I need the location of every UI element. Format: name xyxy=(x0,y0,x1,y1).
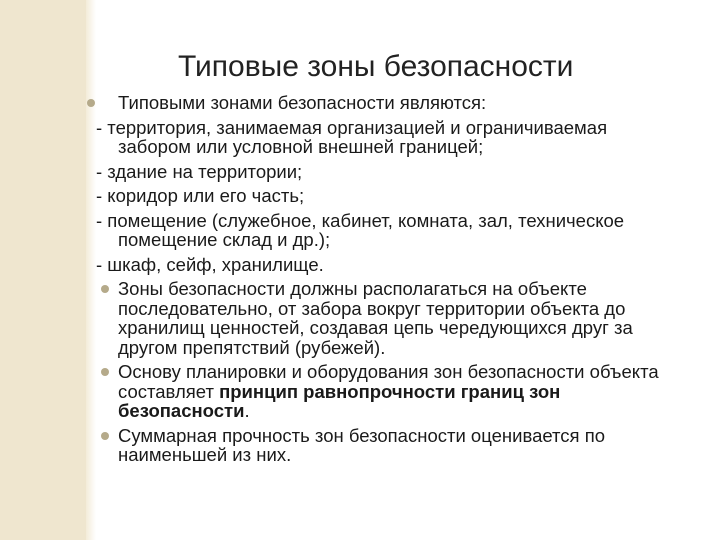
slide-title: Типовые зоны безопасности xyxy=(178,50,574,83)
bullet-line: Зоны безопасности должны располагаться на объекте xyxy=(118,278,587,299)
bullet-icon xyxy=(101,368,109,376)
bold-principle-text: принцип равнопрочности границ зон xyxy=(219,380,561,402)
bullet-total-strength xyxy=(96,426,708,465)
dash-item-building xyxy=(96,162,708,182)
bullet-line xyxy=(118,401,708,421)
dash-item-line: - коридор или его часть; xyxy=(96,185,305,206)
slide-content xyxy=(96,93,708,470)
dash-item-line: - здание на территории; xyxy=(96,160,303,182)
bullet-icon xyxy=(101,432,109,440)
dash-item-line: - шкаф, сейф, хранилище. xyxy=(96,253,324,275)
dash-item-line: помещение склад и др.); xyxy=(118,229,331,250)
bullet-zones-order xyxy=(96,279,708,357)
intro-bullet xyxy=(96,93,708,113)
sidebar-shade xyxy=(86,0,96,540)
bullet-line: другом препятствий (рубежей). xyxy=(118,336,386,358)
bullet-icon xyxy=(101,285,109,293)
dash-item-territory xyxy=(96,118,708,157)
bullet-text: . xyxy=(244,400,250,421)
dash-item-corridor xyxy=(96,186,708,206)
bullet-text: составляет xyxy=(118,380,220,402)
bullet-line: наименьшей из них. xyxy=(118,444,292,465)
bullet-line xyxy=(118,382,708,402)
dash-item-line: - помещение (служебное, кабинет, комната, зал, техническое xyxy=(96,209,625,231)
bullet-principle xyxy=(96,362,708,421)
bold-principle-text: безопасности xyxy=(118,400,245,421)
dash-item-line: забором или условной внешней границей; xyxy=(118,136,484,157)
bullet-line: последовательно, от забора вокруг территории объекта до xyxy=(118,297,626,319)
bullet-line: Суммарная прочность зон безопасности оценивается по xyxy=(118,424,606,446)
bullet-icon xyxy=(87,99,95,107)
dash-item-room xyxy=(96,211,708,250)
dash-item-safe xyxy=(96,255,708,275)
dash-item-line: - территория, занимаемая организацией и ограничиваемая xyxy=(96,116,608,138)
bullet-line: хранилищ ценностей, создавая цепь чередующихся друг за xyxy=(118,317,633,338)
bullet-line: Основу планировки и оборудования зон безопасности объекта xyxy=(118,361,659,382)
decorative-sidebar xyxy=(0,0,87,540)
intro-text: Типовыми зонами безопасности являются: xyxy=(118,92,487,113)
